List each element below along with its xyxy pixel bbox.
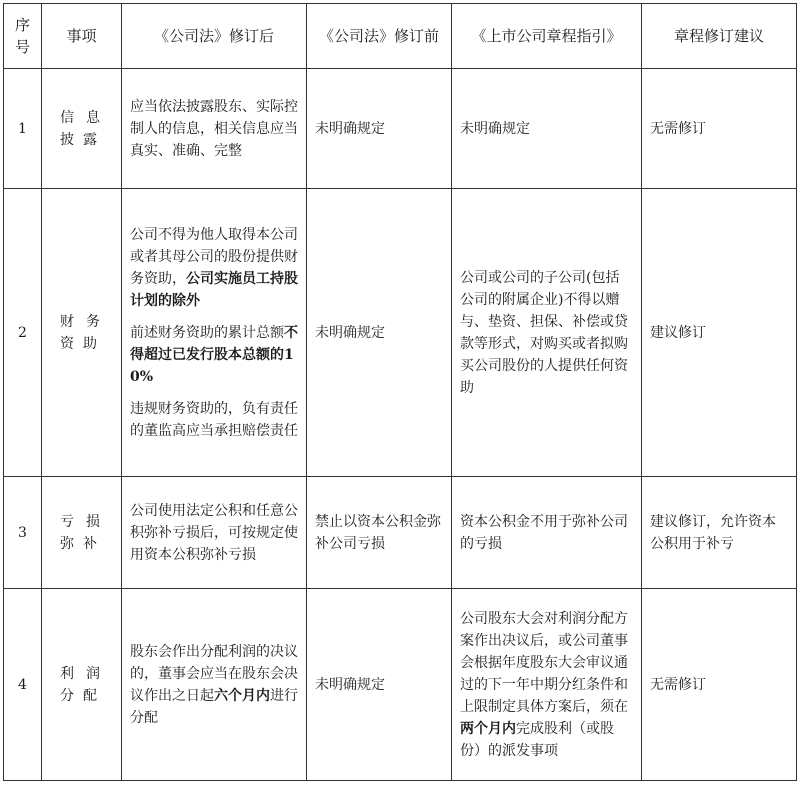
guideline-text: 未明确规定 xyxy=(460,120,530,137)
after-text: 应当依法披露股东、实际控制人的信息，相关信息应当真实、准确、完整 xyxy=(130,98,298,159)
header-guideline: 《上市公司章程指引》 xyxy=(452,4,642,69)
after-paragraph-1 xyxy=(130,224,298,312)
guideline-text: 完成股利（或股份）的派发事项 xyxy=(460,720,614,759)
row-suggestion: 无需修订 xyxy=(642,69,797,189)
row-before: 未明确规定 xyxy=(307,189,452,477)
row-suggestion: 无需修订 xyxy=(642,589,797,781)
row-no: 4 xyxy=(4,589,42,781)
row-guideline xyxy=(452,589,642,781)
row-item: 信息披露 xyxy=(42,69,122,189)
comparison-table xyxy=(3,3,797,781)
after-text-bold: 不得超过已发行股本总额的10% xyxy=(130,324,298,385)
row-before: 未明确规定 xyxy=(307,69,452,189)
after-text: 前述财务资助的累计总额 xyxy=(130,324,284,341)
table-row xyxy=(4,589,797,781)
guideline-paragraph xyxy=(460,608,633,762)
row-after xyxy=(122,69,307,189)
row-no: 2 xyxy=(4,189,42,477)
row-guideline xyxy=(452,69,642,189)
row-guideline xyxy=(452,189,642,477)
guideline-text: 资本公积金不用于弥补公司的亏损 xyxy=(460,513,628,552)
row-item: 财务资助 xyxy=(42,189,122,477)
row-item: 亏损弥补 xyxy=(42,477,122,589)
row-after xyxy=(122,477,307,589)
row-before: 禁止以资本公积金弥补公司亏损 xyxy=(307,477,452,589)
guideline-text: 公司股东大会对利润分配方案作出决议后，或公司董事会根据年度股东大会审议通过的下一年中期分红条件和上限制定具体方案后，须在 xyxy=(460,610,628,715)
after-text-bold: 六个月内 xyxy=(214,687,270,704)
after-paragraph-1 xyxy=(130,641,298,729)
table-row xyxy=(4,477,797,589)
after-text: 进行分配 xyxy=(130,687,298,726)
table-row xyxy=(4,69,797,189)
header-no: 序号 xyxy=(4,4,42,69)
after-text: 股东会作出分配利润的决议的，董事会应当在股东会决议作出之日起 xyxy=(130,643,298,704)
after-paragraph-3: 违规财务资助的，负有责任的董监高应当承担赔偿责任 xyxy=(130,400,298,439)
row-before: 未明确规定 xyxy=(307,589,452,781)
guideline-text: 公司或公司的子公司(包括公司的附属企业)不得以赠与、垫资、担保、补偿或贷款等形式，对购买或者拟购买公司股份的人提供任何资助 xyxy=(460,269,628,396)
after-paragraph-2 xyxy=(130,322,298,388)
header-before: 《公司法》修订前 xyxy=(307,4,452,69)
row-guideline xyxy=(452,477,642,589)
row-no: 1 xyxy=(4,69,42,189)
row-suggestion: 建议修订，允许资本公积用于补亏 xyxy=(642,477,797,589)
header-suggestion: 章程修订建议 xyxy=(642,4,797,69)
row-after xyxy=(122,589,307,781)
header-after: 《公司法》修订后 xyxy=(122,4,307,69)
row-after xyxy=(122,189,307,477)
row-item: 利润分配 xyxy=(42,589,122,781)
row-suggestion: 建议修订 xyxy=(642,189,797,477)
guideline-text-bold: 两个月内 xyxy=(460,720,516,737)
after-text-bold: 公司实施员工持股计划的除外 xyxy=(130,270,298,309)
table-row xyxy=(4,189,797,477)
header-item: 事项 xyxy=(42,4,122,69)
row-no: 3 xyxy=(4,477,42,589)
after-text: 公司使用法定公积和任意公积弥补亏损后，可按规定使用资本公积弥补亏损 xyxy=(130,502,298,563)
after-text: 公司不得为他人取得本公司或者其母公司的股份提供财务资助， xyxy=(130,226,298,287)
header-row xyxy=(4,4,797,69)
